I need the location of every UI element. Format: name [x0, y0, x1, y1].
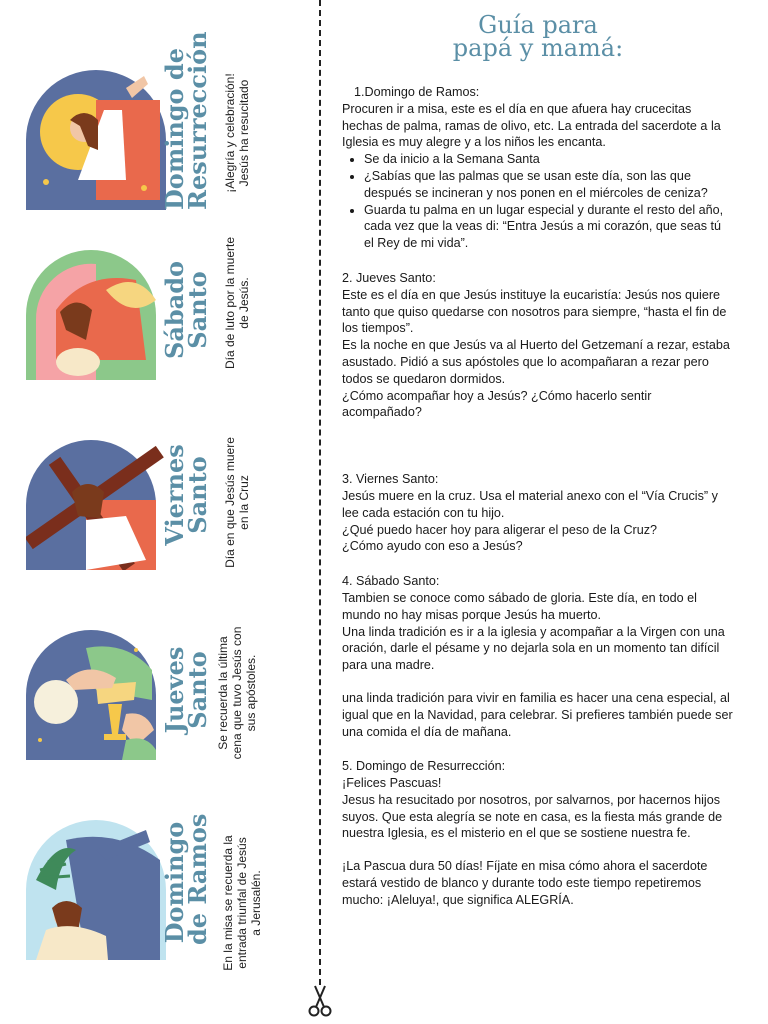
- parent-guide: [342, 11, 734, 927]
- card-viernes-santo: [18, 430, 308, 580]
- section-heading: 5. Domingo de Resurrección:: [342, 759, 506, 774]
- resurrection-illustration: [26, 70, 166, 210]
- card-domingo-resurreccion: [18, 31, 308, 210]
- section-text: Es la noche en que Jesús va al Huerto del Getzemaní a rezar, estaba asustado. Pidió a sus apóstoles que lo acompañaran a rezar pero todos se quedaron dormidos.: [342, 338, 730, 386]
- section-text: Procuren ir a misa, este es el día en que afuera hay crucecitas hechas de palma, ramas de olivo, etc. La entrada del sacerdote a la Iglesia es muy alegre y a los niños les encanta.: [342, 101, 721, 150]
- jueves-illustration: [26, 630, 166, 760]
- section-text: Una linda tradición es ir a la iglesia y acompañar a la Virgen con una oración, darle el pésame y no dejarla sola en un momento tan difícil para una madre.: [342, 624, 725, 673]
- card-domingo-ramos: [18, 810, 308, 971]
- section-text: ¿Qué puedo hacer hoy para aligerar el peso de la Cruz?: [342, 522, 658, 537]
- card-description: Día de luto por la muerte de Jesús.: [223, 236, 251, 370]
- card-sabado-santo: [18, 236, 308, 390]
- card-description: Se recuerda la última cena que tuvo Jesús con sus apóstoles.: [216, 626, 258, 760]
- list-item: • ¿Sabías que las palmas que se usan este día, son las que después se incineran y nos ponen en el miércoles de ceniza?: [364, 168, 734, 202]
- section-sabado-santo: [342, 573, 734, 740]
- card-title: Domingo de Resurrección: [160, 31, 212, 210]
- section-heading: 3. Viernes Santo:: [342, 472, 439, 487]
- list-item: • Guarda tu palma en un lugar especial y durante el resto del año, cada vez que la veas di: “Entra Jesús a mi corazón, que seas tú el Rey de mi vida”.: [364, 202, 734, 252]
- list-item: • Se da inicio a la Semana Santa: [364, 151, 734, 168]
- card-title: Sábado Santo: [160, 261, 212, 360]
- section-viernes-santo: [342, 471, 734, 555]
- section-text: Jesús muere en la cruz. Usa el material anexo con el “Vía Crucis” y lee cada estación con tu hijo.: [342, 488, 718, 520]
- section-heading: 4. Sábado Santo:: [342, 574, 440, 589]
- ramos-illustration: [26, 820, 166, 960]
- scissors-icon: [307, 984, 333, 1018]
- section-text: Este es el día en que Jesús instituye la eucaristía: Jesús nos quiere tanto que quiso quedarse con nosotros para siempre, “hasta el fin de los tiempos”.: [342, 287, 727, 336]
- card-jueves-santo: [18, 620, 308, 770]
- sabado-illustration: [26, 250, 166, 380]
- section-jueves-santo: [342, 270, 734, 421]
- card-description: En la misa se recuerda la entrada triunfal de Jesús a Jerusalén.: [221, 835, 263, 971]
- bullet-list: [342, 151, 734, 252]
- card-title: Jueves Santo: [160, 646, 212, 734]
- card-title: Viernes Santo: [160, 444, 212, 546]
- card-description: Día en que Jesús muere en la Cruz: [223, 437, 251, 568]
- card-description: ¡Alegría y celebración! Jesús ha resucitado: [223, 73, 251, 193]
- section-text: ¡Felices Pascuas!: [342, 776, 442, 791]
- section-text: ¡La Pascua dura 50 días! Fíjate en misa cómo ahora el sacerdote estará vestido de blanco y durante todo este tiempo repetiremos mucho: ¡Aleluya!, que significa ALEGRÍA.: [342, 859, 708, 907]
- guide-title: Guía para papá y mamá:: [452, 11, 624, 62]
- viernes-illustration: [26, 440, 166, 570]
- section-domingo-ramos: [342, 84, 734, 252]
- section-domingo-resurreccion: [342, 758, 734, 908]
- section-text: ¿Cómo acompañar hoy a Jesús? ¿Cómo hacerlo sentir acompañado?: [342, 388, 652, 420]
- section-heading: 2. Jueves Santo:: [342, 270, 436, 285]
- section-text: Jesus ha resucitado por nosotros, por salvarnos, por hacernos hijos suyos. Que esta alegría se note en casa, es la fiesta más grande de nuestra Iglesia, es el misterio en el que se sostiene nuestra fe.: [342, 792, 723, 841]
- card-title: Domingo de Ramos: [160, 813, 212, 945]
- section-text: ¿Cómo ayudo con eso a Jesús?: [342, 539, 523, 554]
- section-text: Tambien se conoce como sábado de gloria. Este día, en todo el mundo no hay misas porque Jesús ha muerto.: [342, 590, 697, 622]
- section-text: una linda tradición para vivir en familia es hacer una cena especial, al igual que en la Navidad, para celebrar. Si prefieres también puede ser una comida el día de mañana.: [342, 690, 733, 739]
- cut-line: [319, 0, 321, 985]
- section-heading: 1.Domingo de Ramos:: [354, 85, 480, 99]
